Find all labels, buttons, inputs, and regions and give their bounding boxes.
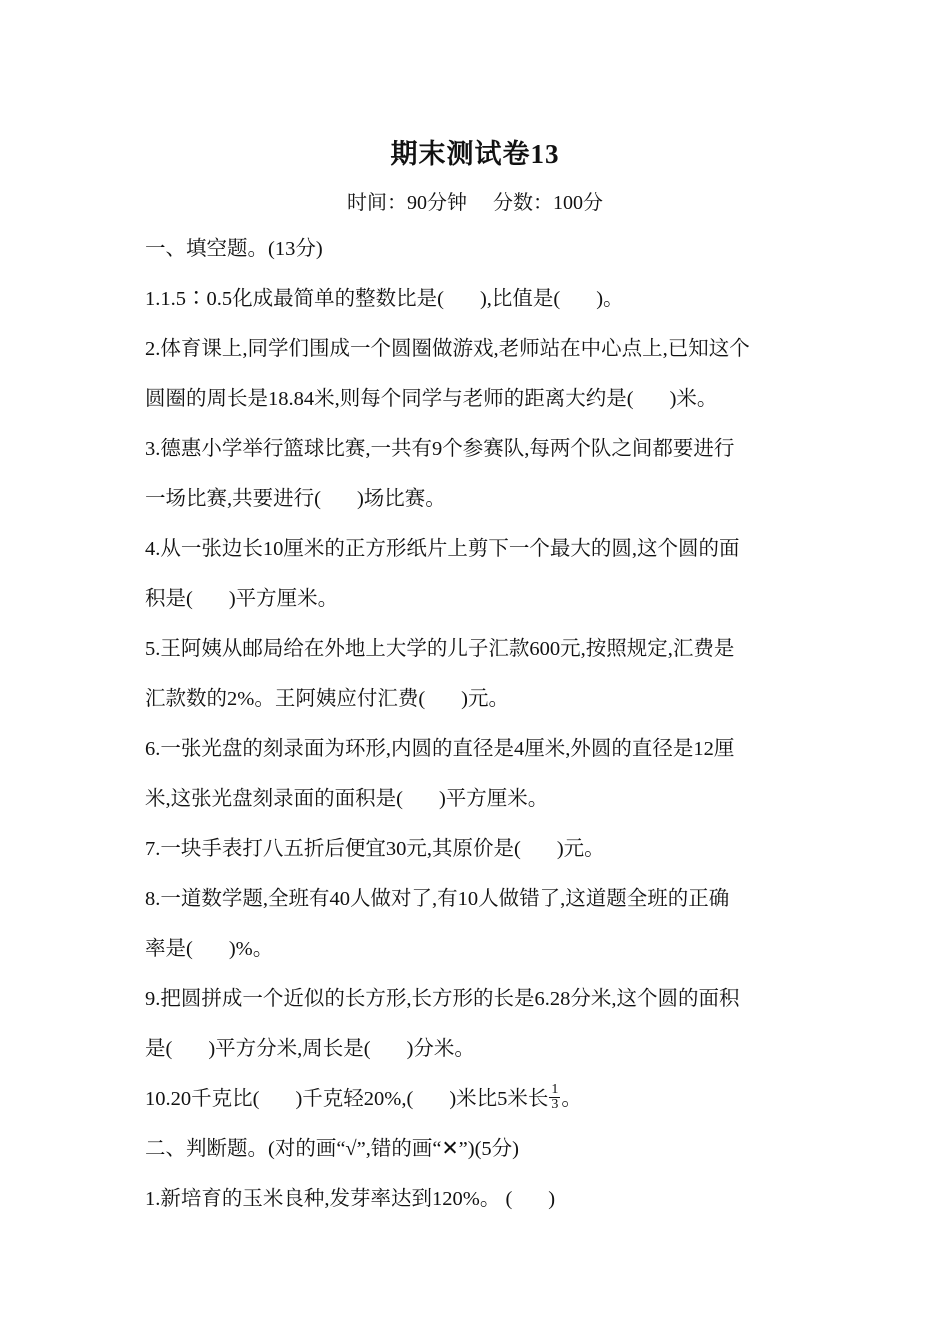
question-2-line-1: 2.体育课上,同学们围成一个圆圈做游戏,老师站在中心点上,已知这个: [145, 338, 750, 360]
section-heading-true-false: 二、判断题。(对的画“√”,错的画“✕”)(5分): [145, 1138, 520, 1160]
question-6-line-1: 6.一张光盘的刻录面为环形,内圆的直径是4厘米,外圆的直径是12厘: [145, 738, 735, 760]
fraction-one-third: [549, 1083, 560, 1112]
judge-question-1: 1.新培育的玉米良种,发芽率达到120%。 ( ): [145, 1188, 556, 1210]
question-5-line-1: 5.王阿姨从邮局给在外地上大学的儿子汇款600元,按照规定,汇费是: [145, 638, 735, 660]
section-heading-fill-blank: 一、填空题。(13分): [145, 238, 323, 260]
question-6-line-2: 米,这张光盘刻录面的面积是( )平方厘米。: [145, 788, 549, 810]
total-score: 分数：100分: [493, 192, 603, 214]
question-7: 7.一块手表打八五折后便宜30元,其原价是( )元。: [145, 838, 605, 860]
question-4-line-1: 4.从一张边长10厘米的正方形纸片上剪下一个最大的圆,这个圆的面: [145, 538, 740, 560]
question-2-line-2: 圆圈的周长是18.84米,则每个同学与老师的距离大约是( )米。: [145, 388, 718, 410]
question-4-line-2: 积是( )平方厘米。: [145, 588, 339, 610]
question-8-line-1: 8.一道数学题,全班有40人做对了,有10人做错了,这道题全班的正确: [145, 888, 730, 910]
question-1: 1.1.5∶0.5化成最简单的整数比是( ),比值是( )。: [145, 288, 624, 310]
page-title: 期末测试卷13: [390, 139, 560, 169]
fraction-numerator: 1: [551, 1082, 559, 1097]
fraction-denominator: 3: [551, 1097, 559, 1112]
question-5-line-2: 汇款数的2%。王阿姨应付汇费( )元。: [145, 688, 509, 710]
question-3-line-2: 一场比赛,共要进行( )场比赛。: [145, 488, 446, 510]
question-9-line-2: 是( )平方分米,周长是( )分米。: [145, 1038, 475, 1060]
question-10: 10.20千克比( )千克轻20%,( )米比5米长 $\frac{1}{3}$ 。: [145, 1082, 582, 1112]
question-9-line-1: 9.把圆拼成一个近似的长方形,长方形的长是6.28分米,这个圆的面积: [145, 988, 740, 1010]
exam-meta: [0, 186, 950, 215]
time-limit: 时间：90分钟: [347, 192, 467, 214]
question-list: [145, 236, 810, 1236]
question-8-line-2: 率是( )%。: [145, 938, 274, 960]
question-3-line-1: 3.德惠小学举行篮球比赛,一共有9个参赛队,每两个队之间都要进行: [145, 438, 735, 460]
